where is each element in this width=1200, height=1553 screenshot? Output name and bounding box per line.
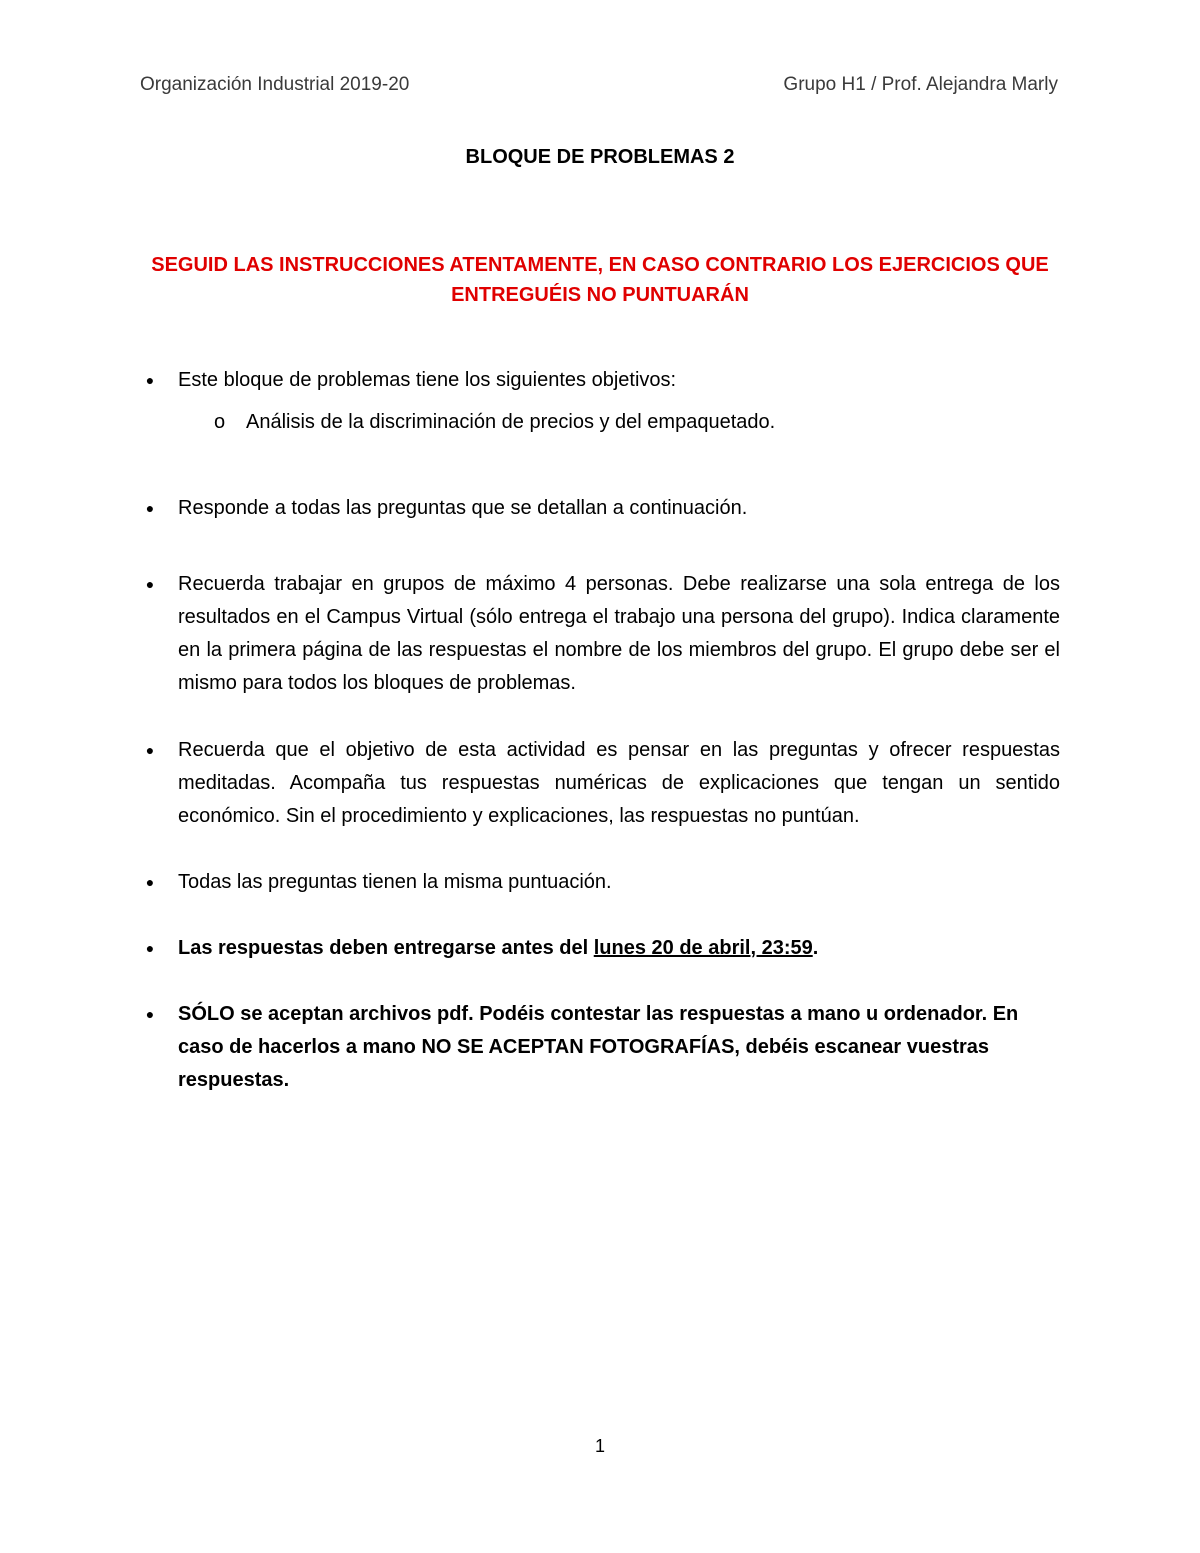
list-item-text	[178, 932, 1060, 965]
deadline-date: lunes 20 de abril, 23:59	[593, 937, 813, 959]
deadline-prefix: Las respuestas deben entregarse antes del	[178, 937, 594, 959]
circle-bullet-icon: o	[214, 411, 226, 433]
bullet-icon: ●	[145, 1006, 155, 1022]
bullet-icon: ●	[145, 940, 155, 956]
warning-line-2: ENTREGUÉIS NO PUNTUARÁN	[451, 284, 749, 306]
warning-notice	[150, 250, 1050, 310]
list-item-text: Recuerda que el objetivo de esta actividad es pensar en las preguntas y ofrecer respuestas meditadas. Acompaña tus respuestas numéricas de explicaciones que tengan un sentido económico. Sin el procedimiento y explicaciones, las respuestas no puntúan.	[178, 739, 1060, 827]
bullet-icon: ●	[145, 874, 155, 890]
header-course: Organización Industrial 2019-20	[140, 74, 410, 95]
list-item-text: Este bloque de problemas tiene los siguientes objetivos:	[178, 369, 677, 391]
deadline-suffix: .	[812, 937, 819, 959]
list-item-text: Todas las preguntas tienen la misma puntuación.	[178, 871, 612, 893]
sub-list-item-text: Análisis de la discriminación de precios y del empaquetado.	[246, 411, 776, 433]
warning-line-1: SEGUID LAS INSTRUCCIONES ATENTAMENTE, EN CASO CONTRARIO LOS EJERCICIOS QUE	[151, 254, 1049, 276]
bullet-icon: ●	[145, 500, 155, 516]
page-title: BLOQUE DE PROBLEMAS 2	[465, 146, 735, 168]
bullet-icon: ●	[145, 372, 155, 388]
list-item-text: Recuerda trabajar en grupos de máximo 4 personas. Debe realizarse una sola entrega de los resultados en el Campus Virtual (sólo entrega el trabajo una persona del grupo). Indica claramente en la primera página de las respuestas el nombre de los miembros del grupo. El grupo debe ser el mismo para todos los bloques de problemas.	[178, 573, 1060, 694]
list-item-text: Responde a todas las preguntas que se detallan a continuación.	[178, 497, 748, 519]
page-number: 1	[594, 1436, 605, 1456]
list-item-text: SÓLO se aceptan archivos pdf. Podéis contestar las respuestas a mano u ordenador. En caso de hacerlos a mano NO SE ACEPTAN FOTOGRAFÍAS, debéis escanear vuestras respuestas.	[178, 1003, 1019, 1091]
header-group-professor: Grupo H1 / Prof. Alejandra Marly	[783, 74, 1058, 95]
bullet-icon: ●	[145, 742, 155, 758]
bullet-icon: ●	[145, 576, 155, 592]
